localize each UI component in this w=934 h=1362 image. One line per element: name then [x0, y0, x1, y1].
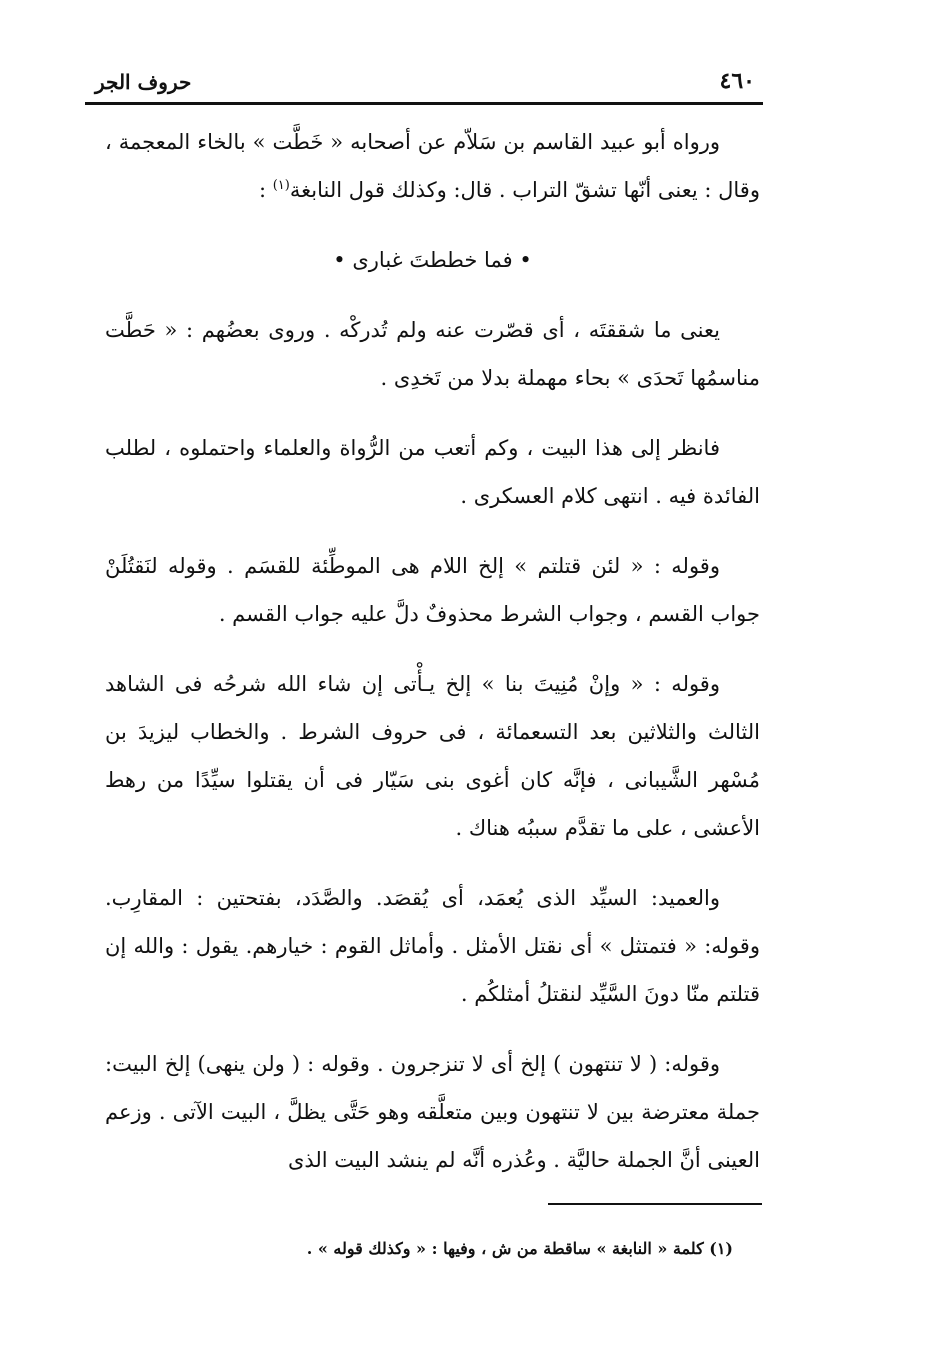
paragraph: يعنى ما شققتَه ، أى قصّرت عنه ولم تُدركْه . وروى بعضُهم : « حَطَّت مناسمُها تَحدَى » بحاء مهملة بدلا من تَخدِى .: [105, 318, 760, 390]
paragraph: [105, 118, 760, 214]
footnote: (١) كلمة « النابغة » ساقطة من ش ، وفيها : « وكذلك قوله » .: [306, 1239, 733, 1258]
paragraph: والعميد: السيِّد الذى يُعمَد، أى يُقصَد. والصَّدَد، بفتحتين : المقارِب. وقوله: « فتمتثل » أى نقتل الأمثل . وأماثل القوم : خيارهم. يقول : والله إن قتلتم منّا دونَ السَّيِّد لنقتلُ أمثلكُم .: [105, 886, 760, 1006]
paragraph: فانظر إلى هذا البيت ، وكم أتعب من الرُّواة والعلماء واحتملوه ، لطلب الفائدة فيه . انتهى كلام العسكرى .: [105, 436, 760, 508]
running-title: حروف الجر: [95, 70, 192, 94]
page-header: [85, 64, 763, 100]
paragraph-text: ورواه أبو عبيد القاسم بن سَلاّم عن أصحابه « خَطَّت » بالخاء المعجمة ، وقال : يعنى أنّها تشقّ التراب . قال: وكذلك قول النابغة: [105, 130, 760, 202]
footnote-reference[interactable]: (١): [272, 178, 290, 193]
paragraph-text-tail: :: [258, 178, 273, 202]
paragraph: وقوله : « وإنْ مُنِيتَ بنا » إلخ يـأْتى إن شاء الله شرحُه فى الشاهد الثالث والثلاثين بعد التسعمائة ، فى حروف الشرط . والخطاب ليزيدَ بن مُسْهر الشَّيبانى ، فإنَّه كان أغوى بنى سَيّار فى أن يقتلوا سيِّدًا من رهط الأعشى ، على ما تقدَّم سببُه هناك .: [105, 672, 760, 840]
body-text: [105, 118, 760, 1206]
verse-line: • فما خططتَ غبارى •: [333, 248, 532, 272]
header-rule: [85, 102, 763, 105]
paragraph: وقوله : « لئن قتلتم » إلخ اللام هى الموطِّئة للقسَم . وقوله لنَقتُلَنْ جواب القسم ، وجواب الشرط محذوفٌ دلَّ عليه جواب القسم .: [105, 554, 760, 626]
page-number: ٤٦٠: [719, 68, 755, 94]
paragraph: وقوله: ( لا تنتهون ) إلخ أى لا تنزجرون . وقوله : ( ولن ينهى) إلخ البيت: جملة معترضة بين لا تنتهون وبين متعلَّقه وهو حَتَّى يظلَّ ، البيت الآتى . وزعم العينى أنَّ الجملة حاليَّة . وعُذره أنَّه لم ينشد البيت الذى: [105, 1052, 760, 1172]
footnote-rule: [548, 1203, 762, 1205]
